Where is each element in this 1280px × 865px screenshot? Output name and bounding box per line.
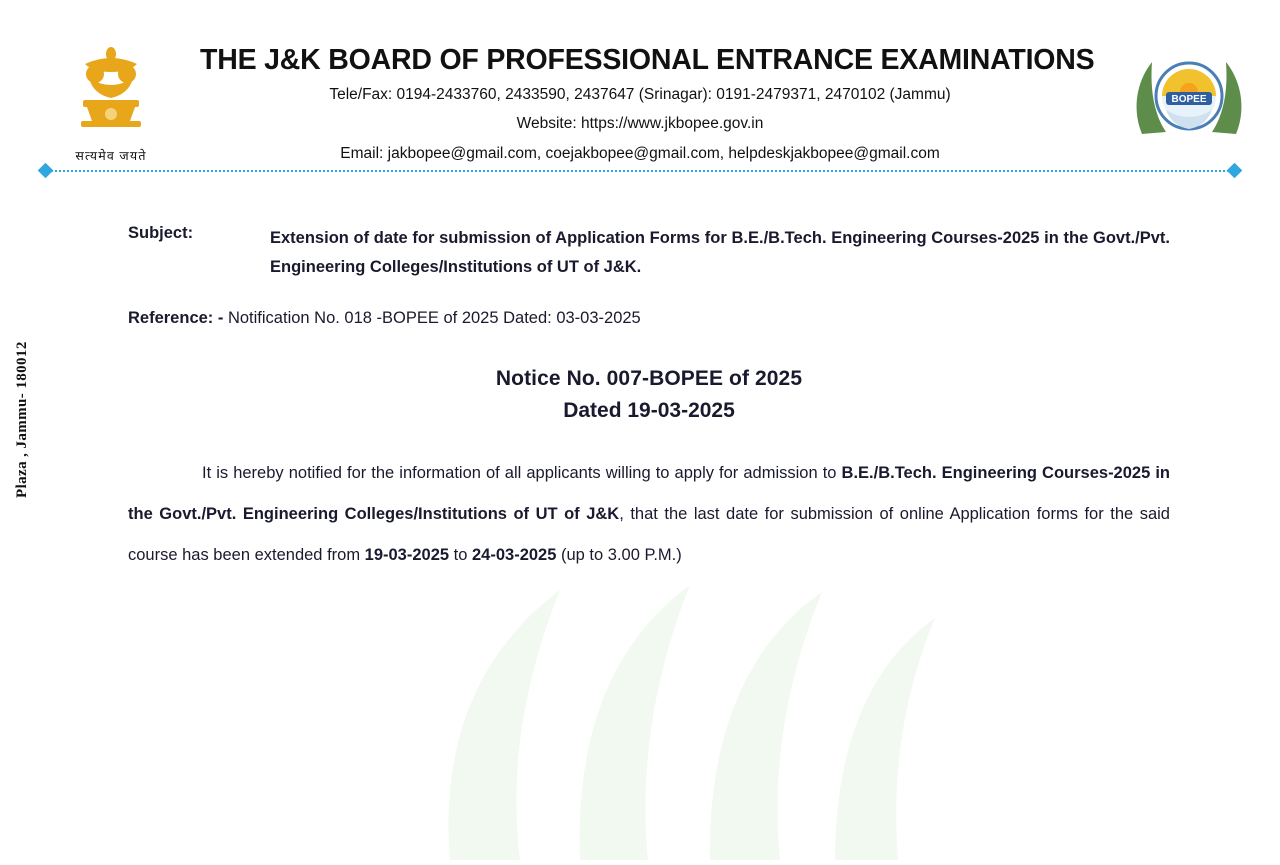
paragraph-bold-3: 24-03-2025 xyxy=(472,545,557,564)
email-line: Email: jakbopee@gmail.com, coejakbopee@gmail.com, helpdeskjakbopee@gmail.com xyxy=(340,144,940,162)
paragraph-bold-1: B.E./B.Tech. Engineering Courses-2025 in the Govt./Pvt. Engineering Colleges/Institutions of UT of J&K xyxy=(128,464,1170,524)
paragraph-part-2: , that the last date for submission of online Application forms for the said course has been extended from xyxy=(128,505,1170,564)
emblem-motto: सत्यमेव जयते xyxy=(75,149,147,163)
divider-dotted-line xyxy=(48,170,1232,172)
reference-label: Reference: - xyxy=(128,308,224,327)
subject-label: Subject: xyxy=(128,224,194,242)
document-header xyxy=(0,0,1280,163)
paragraph-part-3: to xyxy=(449,545,472,564)
notice-heading xyxy=(128,367,1170,423)
website-line: Website: https://www.jkbopee.gov.in xyxy=(516,115,764,133)
bopee-logo-icon xyxy=(1126,48,1252,152)
reference-value: Notification No. 018 -BOPEE of 2025 Dated: 03-03-2025 xyxy=(227,308,641,327)
divider-diamond-right xyxy=(1227,163,1243,179)
paragraph-part-1: It is hereby notified for the information of all applicants willing to apply for admission to xyxy=(202,464,842,483)
side-vertical-address: Plaza , Jammu- 180012 xyxy=(14,341,30,498)
paragraph-part-4: (up to 3.00 P.M.) xyxy=(556,545,682,564)
subject-row xyxy=(128,224,1170,283)
state-emblem-of-india-icon xyxy=(40,44,182,164)
svg-text:BOPEE: BOPEE xyxy=(1171,94,1207,105)
organisation-title: THE J&K BOARD OF PROFESSIONAL ENTRANCE EXAMINATIONS xyxy=(200,44,1095,76)
document-body xyxy=(128,178,1170,576)
notice-paragraph xyxy=(128,453,1170,576)
contact-line: Tele/Fax: 0194-2433760, 2433590, 2437647 (Srinagar): 0191-2479371, 2470102 (Jammu) xyxy=(329,86,951,103)
paragraph-bold-2: 19-03-2025 xyxy=(364,545,450,564)
reference-row xyxy=(128,305,1170,331)
notice-date: Dated 19-03-2025 xyxy=(563,399,735,423)
header-divider xyxy=(40,164,1240,178)
subject-text: Extension of date for submission of Application Forms for B.E./B.Tech. Engineering Courses-2025 in the Govt./Pvt. Engineering Colleges/Institutions of UT of J&K. xyxy=(270,229,1170,277)
notice-number: Notice No. 007-BOPEE of 2025 xyxy=(495,367,803,391)
